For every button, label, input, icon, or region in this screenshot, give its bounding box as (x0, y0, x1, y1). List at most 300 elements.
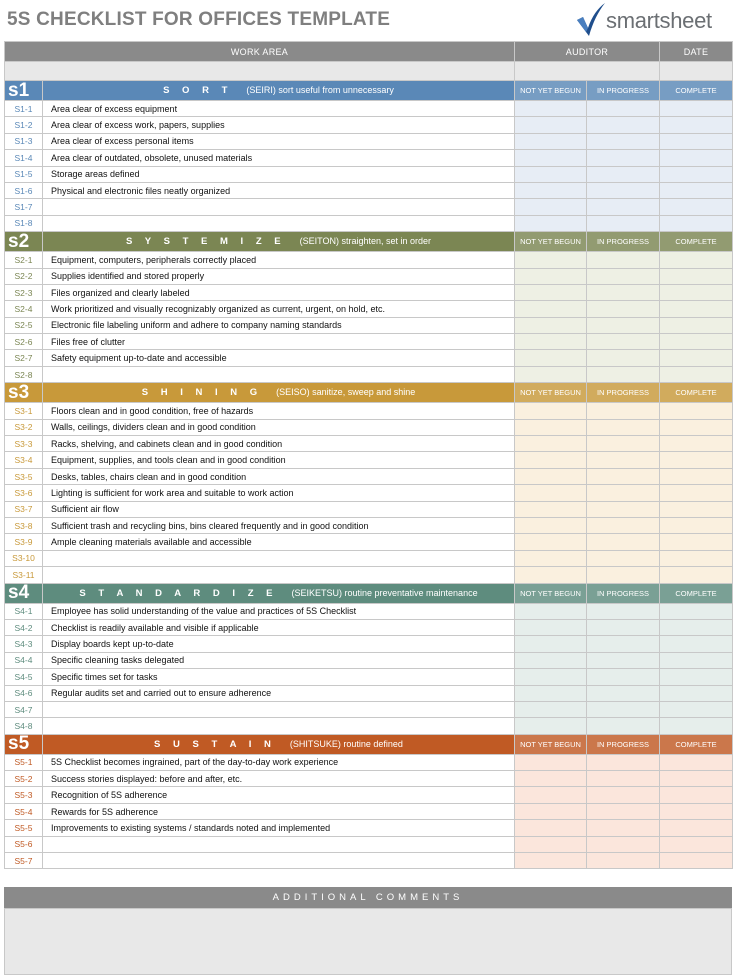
checklist-row (5, 366, 733, 382)
not-yet-begun-cell[interactable] (515, 350, 587, 366)
item-text: Rewards for 5S adherence (43, 803, 515, 819)
in-progress-cell[interactable] (587, 284, 660, 300)
item-id: S2-6 (5, 334, 43, 350)
not-yet-begun-cell[interactable] (515, 284, 587, 300)
in-progress-cell[interactable] (587, 567, 660, 583)
complete-cell[interactable] (660, 485, 733, 501)
checklist-row (5, 334, 733, 350)
section-label: s5 (5, 734, 43, 754)
item-text: Supplies identified and stored properly (43, 268, 515, 284)
additional-comments-header: ADDITIONAL COMMENTS (4, 887, 732, 908)
complete-header: COMPLETE (660, 232, 733, 252)
item-id: S5-2 (5, 771, 43, 787)
complete-header: COMPLETE (660, 81, 733, 101)
in-progress-cell[interactable] (587, 787, 660, 803)
checklist-row (5, 436, 733, 452)
item-text: Files organized and clearly labeled (43, 284, 515, 300)
item-id: S3-5 (5, 468, 43, 484)
not-yet-begun-cell[interactable] (515, 166, 587, 182)
item-text (43, 853, 515, 869)
complete-cell[interactable] (660, 567, 733, 583)
in-progress-cell[interactable] (587, 485, 660, 501)
item-id: S4-1 (5, 603, 43, 619)
complete-cell[interactable] (660, 350, 733, 366)
complete-cell[interactable] (660, 419, 733, 435)
checklist-row (5, 182, 733, 198)
not-yet-begun-cell[interactable] (515, 836, 587, 852)
checklist-row (5, 101, 733, 117)
section-title (43, 81, 515, 101)
in-progress-cell[interactable] (587, 820, 660, 836)
section-header-s3 (5, 383, 733, 403)
date-field[interactable] (660, 62, 733, 81)
complete-cell[interactable] (660, 366, 733, 382)
item-text: Racks, shelving, and cabinets clean and in good condition (43, 436, 515, 452)
in-progress-cell[interactable] (587, 550, 660, 566)
complete-cell[interactable] (660, 652, 733, 668)
header-row (5, 42, 733, 62)
checklist-row (5, 150, 733, 166)
complete-cell[interactable] (660, 301, 733, 317)
not-yet-begun-cell[interactable] (515, 485, 587, 501)
not-yet-begun-cell[interactable] (515, 150, 587, 166)
item-text: Sufficient air flow (43, 501, 515, 517)
checklist-row (5, 603, 733, 619)
section-header-s5 (5, 734, 733, 754)
complete-cell[interactable] (660, 166, 733, 182)
not-yet-begun-cell[interactable] (515, 268, 587, 284)
in-progress-cell[interactable] (587, 350, 660, 366)
item-id: S2-5 (5, 317, 43, 333)
checklist-row (5, 117, 733, 133)
not-yet-begun-cell[interactable] (515, 787, 587, 803)
complete-cell[interactable] (660, 669, 733, 685)
in-progress-cell[interactable] (587, 517, 660, 533)
not-yet-begun-cell[interactable] (515, 820, 587, 836)
in-progress-cell[interactable] (587, 215, 660, 231)
section-subtitle: (SEISO) sanitize, sweep and shine (276, 387, 416, 398)
item-id: S3-4 (5, 452, 43, 468)
in-progress-cell[interactable] (587, 301, 660, 317)
not-yet-begun-cell[interactable] (515, 771, 587, 787)
complete-cell[interactable] (660, 199, 733, 215)
item-id: S2-2 (5, 268, 43, 284)
in-progress-cell[interactable] (587, 669, 660, 685)
checklist-table (4, 41, 733, 869)
complete-cell[interactable] (660, 803, 733, 819)
item-id: S3-11 (5, 567, 43, 583)
item-text: Checklist is readily available and visible if applicable (43, 619, 515, 635)
item-text: Work prioritized and visually recognizably organized as current, urgent, on hold, etc. (43, 301, 515, 317)
section-name: S H I N I N G (141, 387, 263, 399)
item-text: Storage areas defined (43, 166, 515, 182)
item-id: S3-6 (5, 485, 43, 501)
section-name: S Y S T E M I Z E (125, 236, 286, 248)
item-text: 5S Checklist becomes ingrained, part of the day-to-day work experience (43, 754, 515, 770)
item-text: Recognition of 5S adherence (43, 787, 515, 803)
section-subtitle: (SEITON) straighten, set in order (299, 236, 431, 247)
item-id: S2-7 (5, 350, 43, 366)
complete-cell[interactable] (660, 517, 733, 533)
section-name: S T A N D A R D I Z E (79, 587, 278, 599)
auditor-header: AUDITOR (515, 42, 660, 62)
complete-cell[interactable] (660, 501, 733, 517)
not-yet-begun-cell[interactable] (515, 182, 587, 198)
complete-cell[interactable] (660, 619, 733, 635)
checklist-row (5, 419, 733, 435)
not-yet-begun-header: NOT YET BEGUN (515, 734, 587, 754)
item-text: Regular audits set and carried out to ensure adherence (43, 685, 515, 701)
in-progress-cell[interactable] (587, 603, 660, 619)
in-progress-cell[interactable] (587, 182, 660, 198)
checklist-row (5, 215, 733, 231)
checklist-row (5, 787, 733, 803)
section-name: S U S T A I N (154, 738, 276, 750)
in-progress-cell[interactable] (587, 366, 660, 382)
item-text: Improvements to existing systems / standards noted and implemented (43, 820, 515, 836)
checklist-row (5, 485, 733, 501)
checklist-row (5, 317, 733, 333)
complete-cell[interactable] (660, 436, 733, 452)
complete-cell[interactable] (660, 268, 733, 284)
item-text (43, 550, 515, 566)
item-text (43, 701, 515, 717)
not-yet-begun-cell[interactable] (515, 101, 587, 117)
not-yet-begun-header: NOT YET BEGUN (515, 81, 587, 101)
item-id: S1-2 (5, 117, 43, 133)
checklist-row (5, 284, 733, 300)
not-yet-begun-cell[interactable] (515, 301, 587, 317)
complete-cell[interactable] (660, 117, 733, 133)
in-progress-cell[interactable] (587, 452, 660, 468)
not-yet-begun-header: NOT YET BEGUN (515, 583, 587, 603)
item-text (43, 718, 515, 734)
item-id: S4-6 (5, 685, 43, 701)
not-yet-begun-cell[interactable] (515, 619, 587, 635)
in-progress-cell[interactable] (587, 252, 660, 268)
section-subtitle: (SEIRI) sort useful from unnecessary (246, 85, 394, 95)
not-yet-begun-cell[interactable] (515, 567, 587, 583)
not-yet-begun-cell[interactable] (515, 436, 587, 452)
in-progress-cell[interactable] (587, 150, 660, 166)
checklist-row (5, 685, 733, 701)
complete-cell[interactable] (660, 334, 733, 350)
item-id: S2-4 (5, 301, 43, 317)
checklist-row (5, 820, 733, 836)
complete-cell[interactable] (660, 603, 733, 619)
smartsheet-logo (574, 2, 730, 38)
complete-header: COMPLETE (660, 734, 733, 754)
not-yet-begun-cell[interactable] (515, 853, 587, 869)
not-yet-begun-cell[interactable] (515, 252, 587, 268)
additional-comments-field[interactable] (4, 908, 732, 975)
not-yet-begun-cell[interactable] (515, 685, 587, 701)
section-label: s4 (5, 583, 43, 603)
item-id: S3-10 (5, 550, 43, 566)
date-header: DATE (660, 42, 733, 62)
not-yet-begun-cell[interactable] (515, 501, 587, 517)
complete-cell[interactable] (660, 701, 733, 717)
complete-cell[interactable] (660, 182, 733, 198)
checklist-row (5, 836, 733, 852)
complete-cell[interactable] (660, 284, 733, 300)
checklist-row (5, 133, 733, 149)
item-text: Specific cleaning tasks delegated (43, 652, 515, 668)
item-id: S1-4 (5, 150, 43, 166)
checklist-row (5, 652, 733, 668)
in-progress-cell[interactable] (587, 403, 660, 419)
complete-cell[interactable] (660, 252, 733, 268)
in-progress-header: IN PROGRESS (587, 583, 660, 603)
in-progress-cell[interactable] (587, 636, 660, 652)
in-progress-cell[interactable] (587, 836, 660, 852)
work-area-header: WORK AREA (5, 42, 515, 62)
not-yet-begun-cell[interactable] (515, 468, 587, 484)
item-text: Physical and electronic files neatly organized (43, 182, 515, 198)
checklist-row (5, 853, 733, 869)
item-text: Sufficient trash and recycling bins, bins cleared frequently and in good condition (43, 517, 515, 533)
not-yet-begun-cell[interactable] (515, 669, 587, 685)
not-yet-begun-cell[interactable] (515, 366, 587, 382)
in-progress-header: IN PROGRESS (587, 81, 660, 101)
not-yet-begun-cell[interactable] (515, 718, 587, 734)
in-progress-cell[interactable] (587, 501, 660, 517)
not-yet-begun-cell[interactable] (515, 652, 587, 668)
in-progress-cell[interactable] (587, 718, 660, 734)
item-text: Area clear of outdated, obsolete, unused materials (43, 150, 515, 166)
in-progress-cell[interactable] (587, 334, 660, 350)
not-yet-begun-cell[interactable] (515, 636, 587, 652)
complete-cell[interactable] (660, 101, 733, 117)
in-progress-cell[interactable] (587, 701, 660, 717)
item-id: S5-5 (5, 820, 43, 836)
item-id: S1-8 (5, 215, 43, 231)
checklist-row (5, 550, 733, 566)
in-progress-cell[interactable] (587, 199, 660, 215)
complete-cell[interactable] (660, 820, 733, 836)
work-area-field[interactable] (5, 62, 515, 81)
item-text: Walls, ceilings, dividers clean and in good condition (43, 419, 515, 435)
checklist-row (5, 403, 733, 419)
complete-cell[interactable] (660, 685, 733, 701)
page-title: 5S CHECKLIST FOR OFFICES TEMPLATE (7, 9, 391, 30)
checklist-row (5, 803, 733, 819)
in-progress-header: IN PROGRESS (587, 734, 660, 754)
checklist-row (5, 199, 733, 215)
item-text (43, 199, 515, 215)
section-label: s3 (5, 383, 43, 403)
in-progress-cell[interactable] (587, 803, 660, 819)
not-yet-begun-header: NOT YET BEGUN (515, 383, 587, 403)
complete-cell[interactable] (660, 754, 733, 770)
item-id: S3-1 (5, 403, 43, 419)
checklist-row (5, 534, 733, 550)
item-id: S4-2 (5, 619, 43, 635)
item-text: Area clear of excess personal items (43, 133, 515, 149)
complete-cell[interactable] (660, 317, 733, 333)
complete-cell[interactable] (660, 787, 733, 803)
item-id: S5-1 (5, 754, 43, 770)
in-progress-cell[interactable] (587, 166, 660, 182)
complete-cell[interactable] (660, 133, 733, 149)
item-id: S5-4 (5, 803, 43, 819)
not-yet-begun-cell[interactable] (515, 419, 587, 435)
complete-cell[interactable] (660, 718, 733, 734)
complete-cell[interactable] (660, 534, 733, 550)
item-id: S1-3 (5, 133, 43, 149)
item-text: Equipment, supplies, and tools clean and in good condition (43, 452, 515, 468)
not-yet-begun-cell[interactable] (515, 701, 587, 717)
item-id: S3-9 (5, 534, 43, 550)
item-text (43, 567, 515, 583)
item-text: Area clear of excess work, papers, supplies (43, 117, 515, 133)
item-text: Safety equipment up-to-date and accessible (43, 350, 515, 366)
complete-cell[interactable] (660, 150, 733, 166)
item-id: S3-8 (5, 517, 43, 533)
in-progress-cell[interactable] (587, 101, 660, 117)
item-text: Success stories displayed: before and after, etc. (43, 771, 515, 787)
item-id: S4-7 (5, 701, 43, 717)
smartsheet-checkmark-icon (574, 2, 606, 38)
not-yet-begun-header: NOT YET BEGUN (515, 232, 587, 252)
checklist-row (5, 669, 733, 685)
item-id: S4-3 (5, 636, 43, 652)
checklist-row (5, 301, 733, 317)
section-title (43, 383, 515, 403)
in-progress-cell[interactable] (587, 853, 660, 869)
in-progress-cell[interactable] (587, 619, 660, 635)
checklist-row (5, 501, 733, 517)
item-text: Specific times set for tasks (43, 669, 515, 685)
not-yet-begun-cell[interactable] (515, 117, 587, 133)
item-text: Files free of clutter (43, 334, 515, 350)
in-progress-cell[interactable] (587, 468, 660, 484)
not-yet-begun-cell[interactable] (515, 452, 587, 468)
in-progress-header: IN PROGRESS (587, 383, 660, 403)
item-text: Display boards kept up-to-date (43, 636, 515, 652)
item-id: S4-5 (5, 669, 43, 685)
not-yet-begun-cell[interactable] (515, 534, 587, 550)
section-title (43, 583, 515, 603)
in-progress-cell[interactable] (587, 317, 660, 333)
in-progress-cell[interactable] (587, 133, 660, 149)
not-yet-begun-cell[interactable] (515, 517, 587, 533)
item-text: Employee has solid understanding of the value and practices of 5S Checklist (43, 603, 515, 619)
in-progress-cell[interactable] (587, 436, 660, 452)
not-yet-begun-cell[interactable] (515, 603, 587, 619)
section-title (43, 232, 515, 252)
complete-cell[interactable] (660, 836, 733, 852)
in-progress-cell[interactable] (587, 754, 660, 770)
not-yet-begun-cell[interactable] (515, 550, 587, 566)
checklist-row (5, 754, 733, 770)
complete-cell[interactable] (660, 215, 733, 231)
in-progress-cell[interactable] (587, 685, 660, 701)
not-yet-begun-cell[interactable] (515, 334, 587, 350)
checklist-row (5, 567, 733, 583)
not-yet-begun-cell[interactable] (515, 199, 587, 215)
section-label: s2 (5, 232, 43, 252)
item-id: S3-2 (5, 419, 43, 435)
checklist-row (5, 517, 733, 533)
item-id: S4-8 (5, 718, 43, 734)
not-yet-begun-cell[interactable] (515, 133, 587, 149)
section-subtitle: (SHITSUKE) routine defined (289, 738, 403, 749)
complete-cell[interactable] (660, 771, 733, 787)
checklist-row (5, 636, 733, 652)
section-subtitle: (SEIKETSU) routine preventative maintenance (291, 587, 478, 598)
checklist-row (5, 350, 733, 366)
in-progress-cell[interactable] (587, 534, 660, 550)
in-progress-cell[interactable] (587, 771, 660, 787)
item-text: Electronic file labeling uniform and adhere to company naming standards (43, 317, 515, 333)
item-id: S1-7 (5, 199, 43, 215)
item-id: S5-6 (5, 836, 43, 852)
item-id: S5-7 (5, 853, 43, 869)
item-id: S1-6 (5, 182, 43, 198)
checklist-row (5, 619, 733, 635)
in-progress-cell[interactable] (587, 419, 660, 435)
not-yet-begun-cell[interactable] (515, 317, 587, 333)
item-id: S2-3 (5, 284, 43, 300)
checklist-row (5, 452, 733, 468)
section-label: s1 (5, 81, 43, 101)
item-id: S2-8 (5, 366, 43, 382)
item-text: Lighting is sufficient for work area and suitable to work action (43, 485, 515, 501)
in-progress-cell[interactable] (587, 652, 660, 668)
item-id: S1-5 (5, 166, 43, 182)
item-id: S2-1 (5, 252, 43, 268)
section-name: S O R T (163, 85, 233, 96)
section-header-s4 (5, 583, 733, 603)
item-text: Equipment, computers, peripherals correctly placed (43, 252, 515, 268)
checklist-row (5, 468, 733, 484)
not-yet-begun-cell[interactable] (515, 803, 587, 819)
not-yet-begun-cell[interactable] (515, 754, 587, 770)
item-text: Desks, tables, chairs clean and in good condition (43, 468, 515, 484)
complete-header: COMPLETE (660, 583, 733, 603)
checklist-row (5, 701, 733, 717)
checklist-row (5, 268, 733, 284)
complete-cell[interactable] (660, 403, 733, 419)
checklist-row (5, 718, 733, 734)
logo-text: smartsheet (606, 8, 712, 33)
checklist-row (5, 252, 733, 268)
complete-cell[interactable] (660, 452, 733, 468)
in-progress-header: IN PROGRESS (587, 232, 660, 252)
item-id: S1-1 (5, 101, 43, 117)
section-header-s1 (5, 81, 733, 101)
section-title (43, 734, 515, 754)
not-yet-begun-cell[interactable] (515, 215, 587, 231)
complete-cell[interactable] (660, 550, 733, 566)
not-yet-begun-cell[interactable] (515, 403, 587, 419)
auditor-field[interactable] (515, 62, 660, 81)
item-text (43, 215, 515, 231)
complete-cell[interactable] (660, 468, 733, 484)
in-progress-cell[interactable] (587, 268, 660, 284)
item-text: Area clear of excess equipment (43, 101, 515, 117)
header-input-row (5, 62, 733, 81)
item-id: S3-7 (5, 501, 43, 517)
checklist-row (5, 771, 733, 787)
item-text: Ample cleaning materials available and accessible (43, 534, 515, 550)
in-progress-cell[interactable] (587, 117, 660, 133)
complete-cell[interactable] (660, 636, 733, 652)
item-id: S5-3 (5, 787, 43, 803)
complete-cell[interactable] (660, 853, 733, 869)
item-text (43, 366, 515, 382)
